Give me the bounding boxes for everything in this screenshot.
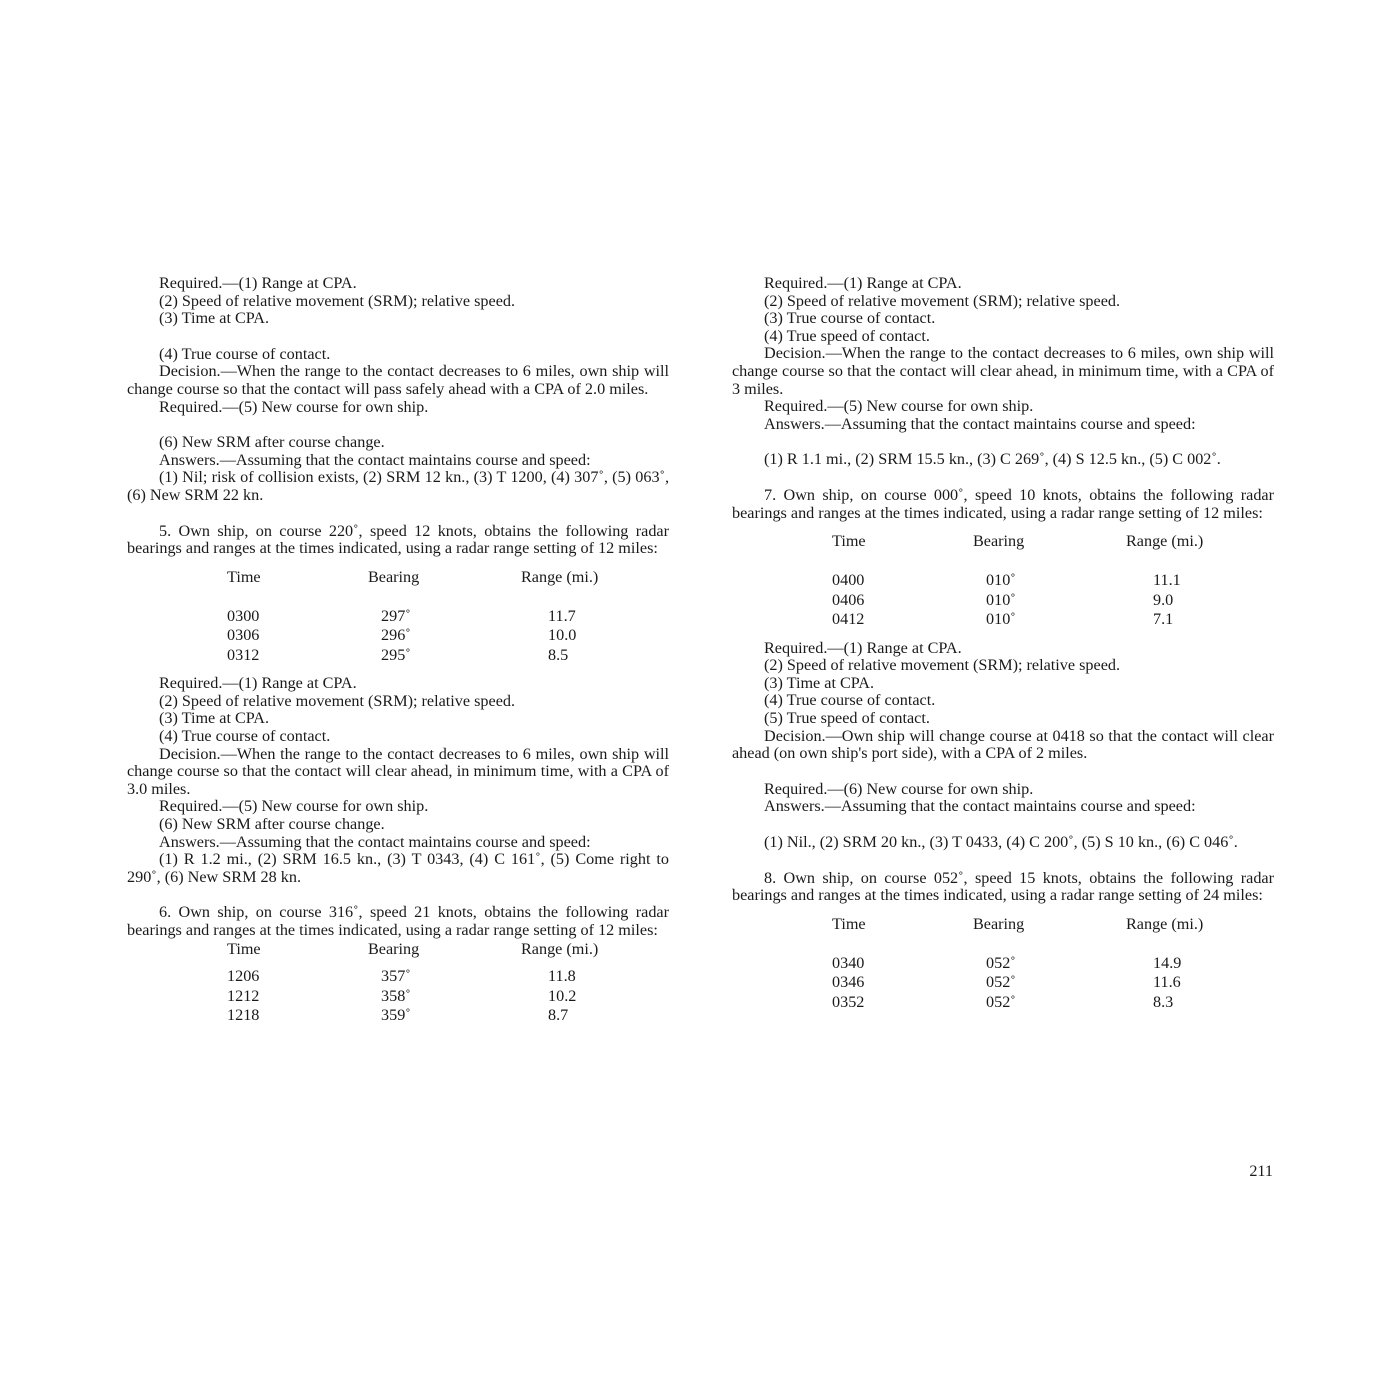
bearing-cell: 297˚ (381, 606, 411, 625)
answer-paragraph: (1) R 1.1 mi., (2) SRM 15.5 kn., (3) C 269˚, (4) S 12.5 kn., (5) C 002˚. (764, 450, 1221, 469)
range-cell: 7.1 (1153, 610, 1174, 629)
bearing-cell: 359˚ (381, 1006, 411, 1025)
range-cell: 11.7 (548, 606, 576, 625)
paragraph: (5) True speed of contact. (764, 709, 930, 727)
time-cell: 0352 (832, 992, 865, 1011)
time-cell: 0406 (832, 590, 865, 609)
time-cell: 1206 (227, 967, 260, 986)
paragraph: (2) Speed of relative movement (SRM); relative speed. (764, 291, 1121, 310)
paragraph: Decision.—When the range to the contact decreases to 6 miles, own ship will change course so that the contact will clear ahead, in minimum time, with a CPA of 3.0 miles. (127, 744, 669, 798)
problem-8 (732, 870, 1274, 1013)
paragraph: Required.—(1) Range at CPA. (764, 638, 962, 657)
left-block-3 (127, 434, 669, 504)
bearing-cell: 010˚ (986, 610, 1016, 629)
paragraph: (6) New SRM after course change. (159, 814, 385, 833)
column-header: Bearing (973, 532, 1025, 551)
table-row (227, 967, 668, 987)
column-header: Bearing (973, 914, 1025, 933)
paragraph: (1) R 1.2 mi., (2) SRM 16.5 kn., (3) T 0343, (4) C 161˚, (5) Come right to 290˚, (6) New SRM 28 kn. (127, 850, 669, 886)
column-header: Time (832, 532, 866, 551)
paragraph: (1) Nil; risk of collision exists, (2) SRM 12 kn., (3) T 1200, (4) 307˚, (5) 063˚, (6) New SRM 22 kn. (127, 468, 669, 504)
paragraph: Decision.—When the range to the contact decreases to 6 miles, own ship will change course so that the contact will clear ahead, in minimum time, with a CPA of 3 miles. (732, 344, 1274, 398)
table-row (832, 591, 1273, 611)
table-header-row (832, 915, 1273, 935)
paragraph: Required.—(5) New course for own ship. (159, 397, 429, 416)
paragraph: Required.—(1) Range at CPA. (159, 274, 357, 292)
paragraph: Decision.—Own ship will change course at 0418 so that the contact will clear ahead (on own ship's port side), with a CPA of 2 miles. (732, 726, 1274, 763)
paragraph: (3) True course of contact. (764, 309, 936, 328)
left-block-2 (127, 346, 669, 416)
page-number: 211 (1249, 1162, 1273, 1180)
paragraph: (2) Speed of relative movement (SRM); relative speed. (159, 291, 516, 310)
time-cell: 0346 (832, 973, 865, 992)
table-row (227, 626, 668, 646)
left-column (127, 275, 669, 1026)
column-header: Time (832, 914, 866, 933)
time-cell: 0340 (832, 953, 865, 972)
table-header-row (832, 532, 1273, 552)
range-cell: 10.0 (548, 626, 577, 645)
bearing-cell: 052˚ (986, 992, 1016, 1011)
column-header: Range (mi.) (521, 939, 599, 958)
time-cell: 0306 (227, 626, 260, 645)
paragraph: Required.—(1) Range at CPA. (159, 674, 357, 693)
range-cell: 9.0 (1153, 590, 1174, 609)
bearing-cell: 052˚ (986, 973, 1016, 992)
paragraph: (4) True course of contact. (159, 344, 331, 363)
time-cell: 1212 (227, 986, 260, 1005)
observation-table (832, 532, 1273, 630)
problem-intro: 8. Own ship, on course 052˚, speed 15 knots, obtains the following radar bearings and ranges at the times indicated, using a radar range setting of 24 miles: (732, 868, 1274, 905)
table-header-row (227, 568, 668, 588)
paragraph: Required.—(5) New course for own ship. (159, 797, 429, 816)
bearing-cell: 296˚ (381, 626, 411, 645)
problem-6 (127, 904, 669, 1025)
column-header: Range (mi.) (1126, 914, 1204, 933)
table-row (227, 987, 668, 1007)
time-cell: 0400 (832, 571, 865, 590)
time-cell: 0312 (227, 645, 260, 664)
paragraph: Decision.—When the range to the contact decreases to 6 miles, own ship will change course so that the contact will pass safely ahead with a CPA of 2.0 miles. (127, 362, 669, 398)
bearing-cell: 052˚ (986, 953, 1016, 972)
column-header: Bearing (368, 939, 420, 958)
table-row (227, 1006, 668, 1026)
column-header: Bearing (368, 567, 420, 586)
paragraph: Required.—(6) New course for own ship. (764, 779, 1034, 798)
paragraph: Answers.—Assuming that the contact maintains course and speed: (764, 797, 1196, 816)
time-cell: 0412 (832, 610, 865, 629)
bearing-cell: 358˚ (381, 986, 411, 1005)
range-cell: 10.2 (548, 986, 577, 1005)
table-row (832, 610, 1273, 630)
answer-paragraph: (1) Nil., (2) SRM 20 kn., (3) T 0433, (4) C 200˚, (5) S 10 kn., (6) C 046˚. (764, 832, 1238, 851)
table-row (832, 993, 1273, 1013)
range-cell: 8.3 (1153, 992, 1174, 1011)
table-row (832, 954, 1273, 974)
range-cell: 11.1 (1153, 571, 1181, 590)
table-row (227, 607, 668, 627)
bearing-cell: 010˚ (986, 590, 1016, 609)
range-cell: 8.5 (548, 645, 569, 664)
column-header: Range (mi.) (521, 567, 599, 586)
paragraph: Answers.—Assuming that the contact maintains course and speed: (159, 450, 591, 469)
paragraph: (4) True speed of contact. (764, 326, 930, 345)
paragraph: (4) True course of contact. (764, 691, 936, 710)
range-cell: 11.6 (1153, 973, 1181, 992)
problem-intro: 5. Own ship, on course 220˚, speed 12 knots, obtains the following radar bearings and ranges at the times indicated, using a radar range setting of 12 miles: (127, 521, 669, 558)
paragraph: Answers.—Assuming that the contact maintains course and speed: (764, 414, 1196, 433)
time-cell: 0300 (227, 606, 260, 625)
table-row (832, 571, 1273, 591)
paragraph: (2) Speed of relative movement (SRM); relative speed. (159, 691, 516, 710)
paragraph: (6) New SRM after course change. (159, 433, 385, 452)
problem-5 (127, 523, 669, 887)
table-header-row (227, 940, 668, 960)
range-cell: 8.7 (548, 1006, 569, 1025)
problem-7 (732, 487, 1274, 852)
problem-intro: 7. Own ship, on course 000˚, speed 10 knots, obtains the following radar bearings and ranges at the times indicated, using a radar range setting of 12 miles: (732, 485, 1274, 522)
paragraph: Required.—(5) New course for own ship. (764, 397, 1034, 416)
left-block-1 (127, 275, 669, 328)
paragraph: Answers.—Assuming that the contact maintains course and speed: (159, 832, 591, 851)
right-block-1 (732, 275, 1274, 433)
bearing-cell: 010˚ (986, 571, 1016, 590)
column-header: Time (227, 939, 261, 958)
paragraph: (4) True course of contact. (159, 727, 331, 745)
bearing-cell: 357˚ (381, 967, 411, 986)
range-cell: 11.8 (548, 967, 576, 986)
table-row (832, 973, 1273, 993)
paragraph: Required.—(1) Range at CPA. (764, 274, 962, 292)
observation-table (227, 940, 668, 1026)
paragraph: (3) Time at CPA. (159, 709, 270, 728)
paragraph: (2) Speed of relative movement (SRM); relative speed. (764, 656, 1121, 675)
table-row (227, 646, 668, 666)
range-cell: 14.9 (1153, 953, 1182, 972)
bearing-cell: 295˚ (381, 645, 411, 664)
problem-intro: 6. Own ship, on course 316˚, speed 21 knots, obtains the following radar bearings and ranges at the times indicated, using a radar range setting of 12 miles: (127, 903, 669, 939)
time-cell: 1218 (227, 1006, 260, 1025)
paragraph: (3) Time at CPA. (764, 673, 875, 692)
column-header: Range (mi.) (1126, 532, 1204, 551)
right-column (732, 275, 1274, 1012)
observation-table (832, 915, 1273, 1013)
observation-table (227, 568, 668, 666)
column-header: Time (227, 567, 261, 586)
paragraph: (3) Time at CPA. (159, 309, 270, 328)
